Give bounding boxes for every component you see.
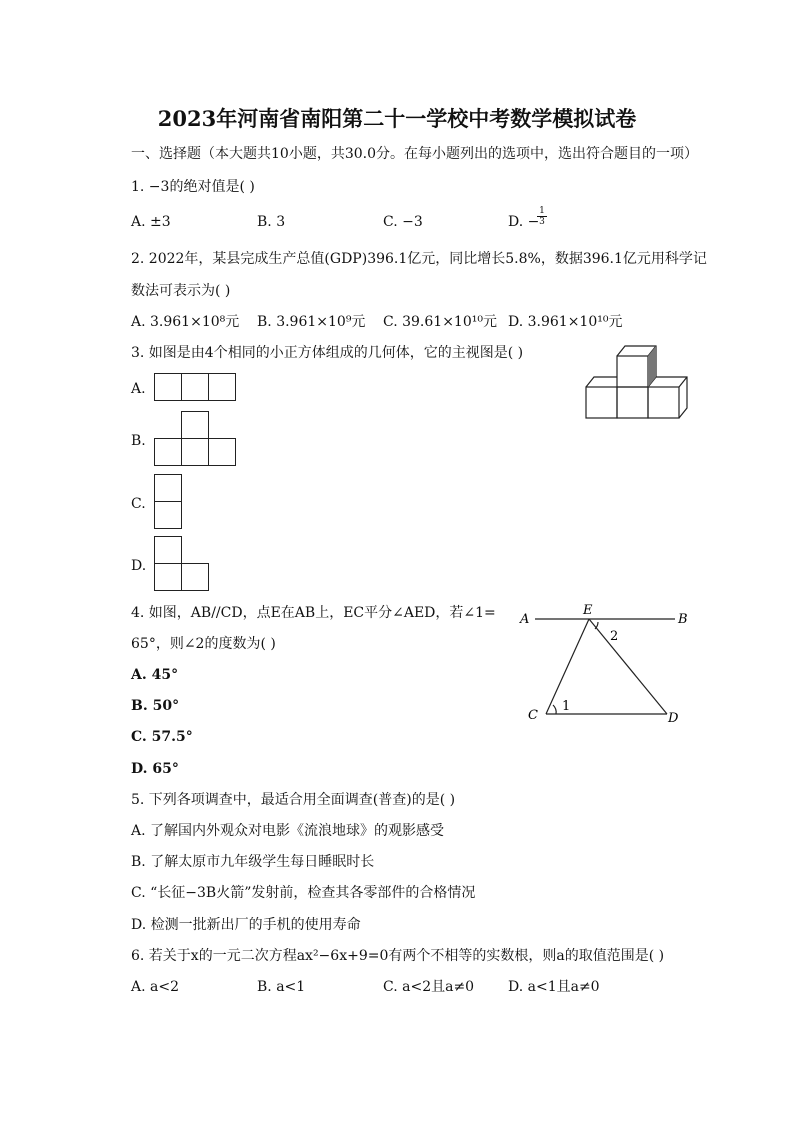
q3-option-b[interactable]: B. — [131, 433, 146, 449]
q6-stem: 6. 若关于x的一元二次方程ax²−6x+9=0有两个不相等的实数根，则a的取值范围是( ) — [131, 948, 665, 964]
q3-d-square — [181, 563, 209, 591]
exam-title: 2023年河南省南阳第二十一学校中考数学模拟试卷 — [157, 106, 637, 131]
angle2-arc — [595, 622, 598, 629]
segment-ed — [589, 619, 667, 714]
q1-option-b[interactable]: B. 3 — [257, 214, 286, 230]
q1-option-a[interactable]: A. ±3 — [131, 214, 171, 230]
angle1-arc — [553, 705, 556, 714]
q3-option-a[interactable]: A. — [131, 381, 146, 397]
q6-option-b[interactable]: B. a<1 — [257, 979, 306, 995]
q3-option-d[interactable]: D. — [131, 558, 147, 574]
q3-cube-figure — [580, 340, 700, 425]
q4-option-c[interactable]: C. 57.5° — [131, 729, 193, 745]
q3-a-square — [208, 373, 236, 401]
q6-option-d[interactable]: D. a<1且a≠0 — [508, 979, 600, 995]
q3-c-square — [154, 474, 182, 502]
q5-stem: 5. 下列各项调查中，最适合用全面调查(普查)的是( ) — [131, 792, 456, 808]
q4-option-b[interactable]: B. 50° — [131, 698, 180, 714]
label-c: C — [528, 708, 538, 723]
q3-b-square — [181, 411, 209, 439]
q3-d-square — [154, 536, 182, 564]
q3-b-square — [154, 438, 182, 466]
q5-option-a[interactable]: A. 了解国内外观众对电影《流浪地球》的观影感受 — [131, 823, 445, 839]
q3-a-square — [181, 373, 209, 401]
q2-option-a[interactable]: A. 3.961×10⁸元 — [131, 314, 240, 330]
label-e: E — [583, 603, 593, 618]
q4-geometry-figure — [510, 600, 710, 730]
q4-stem-line2: 65°，则∠2的度数为( ) — [131, 636, 276, 652]
q1-fraction-denominator: 3 — [539, 217, 545, 227]
q1-option-d[interactable]: D. − — [508, 214, 540, 230]
q1-stem: 1. −3的绝对值是( ) — [131, 179, 255, 195]
q3-b-square — [208, 438, 236, 466]
section-heading: 一、选择题（本大题共10小题，共30.0分。在每小题列出的选项中，选出符合题目的一项） — [131, 146, 698, 162]
q2-stem-line1: 2. 2022年，某县完成生产总值(GDP)396.1亿元，同比增长5.8%，数据396.1亿元用科学记 — [131, 251, 707, 267]
q1-option-c[interactable]: C. −3 — [383, 214, 423, 230]
q2-option-c[interactable]: C. 39.61×10¹⁰元 — [383, 314, 497, 330]
q4-option-a[interactable]: A. 45° — [131, 667, 179, 683]
q2-option-d[interactable]: D. 3.961×10¹⁰元 — [508, 314, 623, 330]
q6-option-a[interactable]: A. a<2 — [131, 979, 179, 995]
q1-fraction — [537, 206, 547, 227]
q4-option-d[interactable]: D. 65° — [131, 761, 179, 777]
q2-option-b[interactable]: B. 3.961×10⁹元 — [257, 314, 366, 330]
label-a: A — [520, 612, 530, 627]
q2-stem-line2: 数法可表示为( ) — [131, 283, 231, 299]
q3-b-square — [181, 438, 209, 466]
q5-option-c[interactable]: C. “长征−3B火箭”发射前，检查其各零部件的合格情况 — [131, 885, 476, 901]
q3-option-c[interactable]: C. — [131, 496, 146, 512]
label-angle1: 1 — [562, 699, 571, 714]
q5-option-d[interactable]: D. 检测一批新出厂的手机的使用寿命 — [131, 917, 361, 933]
q5-option-b[interactable]: B. 了解太原市九年级学生每日睡眠时长 — [131, 854, 375, 870]
q1-fraction-numerator: 1 — [537, 206, 547, 217]
q4-stem-line1: 4. 如图，AB//CD，点E在AB上，EC平分∠AED，若∠1= — [131, 605, 496, 621]
q3-stem: 3. 如图是由4个相同的小正方体组成的几何体，它的主视图是( ) — [131, 345, 524, 361]
q3-d-square — [154, 563, 182, 591]
q3-c-square — [154, 501, 182, 529]
q3-a-square — [154, 373, 182, 401]
label-angle2: 2 — [610, 629, 619, 644]
label-d: D — [668, 711, 679, 726]
label-b: B — [678, 612, 688, 627]
q6-option-c[interactable]: C. a<2且a≠0 — [383, 979, 475, 995]
